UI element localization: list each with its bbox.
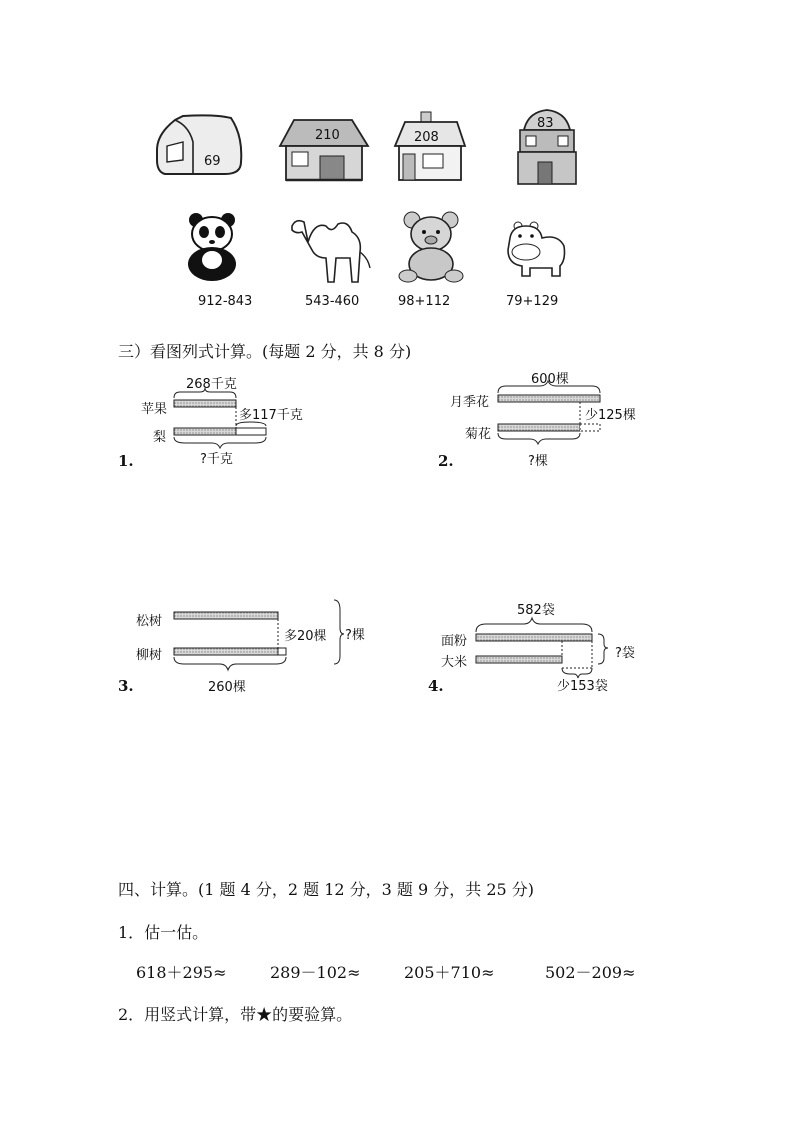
problem-1-question: ?千克 — [200, 452, 233, 467]
problem-3-row2: 柳树 — [136, 648, 163, 663]
section4-heading: 四、计算。(1 题 4 分，2 题 12 分，3 题 9 分，共 25 分) — [118, 880, 535, 899]
problem-1-top-label: 268千克 — [186, 377, 237, 392]
problem-4-bottom-label: 少153袋 — [557, 679, 608, 694]
problem-1-number: 1. — [118, 452, 134, 470]
problem-3-bottom-label: 260棵 — [208, 680, 246, 695]
problem-1-row1: 苹果 — [141, 402, 168, 417]
problem-3-diff-label: 多20棵 — [284, 629, 327, 644]
problem-4-row1: 面粉 — [441, 634, 468, 649]
animal-expr-4: 79+129 — [506, 294, 559, 309]
problem-3-side-question: ?棵 — [345, 628, 365, 643]
problem-4-side-question: ?袋 — [615, 646, 635, 661]
animal-expr-1: 912-843 — [198, 294, 253, 309]
problem-2-top-label: 600棵 — [531, 372, 569, 387]
problem-3-row1: 松树 — [136, 614, 163, 629]
problem-2-row2: 菊花 — [465, 427, 492, 442]
problem-4-top-label: 582袋 — [517, 603, 555, 618]
house-label-4: 83 — [537, 116, 554, 131]
problem-2-row1: 月季花 — [450, 395, 490, 410]
problem-2-diff-label: 少125棵 — [585, 408, 636, 423]
animal-expr-2: 543-460 — [305, 294, 360, 309]
problem-2-number: 2. — [438, 452, 454, 470]
problem-4-row2: 大米 — [441, 655, 468, 670]
house-label-3: 208 — [414, 130, 439, 145]
estimate-3: 205＋710≈ — [404, 963, 495, 982]
problem-2-question: ?棵 — [528, 454, 548, 469]
section4-q1-label: 1．估一估。 — [118, 923, 209, 942]
section3-heading: 三）看图列式计算。(每题 2 分，共 8 分) — [118, 342, 412, 361]
estimate-2: 289－102≈ — [270, 963, 361, 982]
problem-1-diff-label: 多117千克 — [239, 408, 303, 423]
animal-expr-3: 98+112 — [398, 294, 451, 309]
estimate-4: 502－209≈ — [545, 963, 636, 982]
estimate-1: 618＋295≈ — [136, 963, 227, 982]
section4-q2-label: 2．用竖式计算，带★的要验算。 — [118, 1005, 353, 1024]
house-label-2: 210 — [315, 128, 340, 143]
house-label-1: 69 — [204, 154, 221, 169]
problem-3-number: 3. — [118, 677, 134, 695]
problem-4-number: 4. — [428, 677, 444, 695]
problem-1-row2: 梨 — [153, 430, 167, 445]
